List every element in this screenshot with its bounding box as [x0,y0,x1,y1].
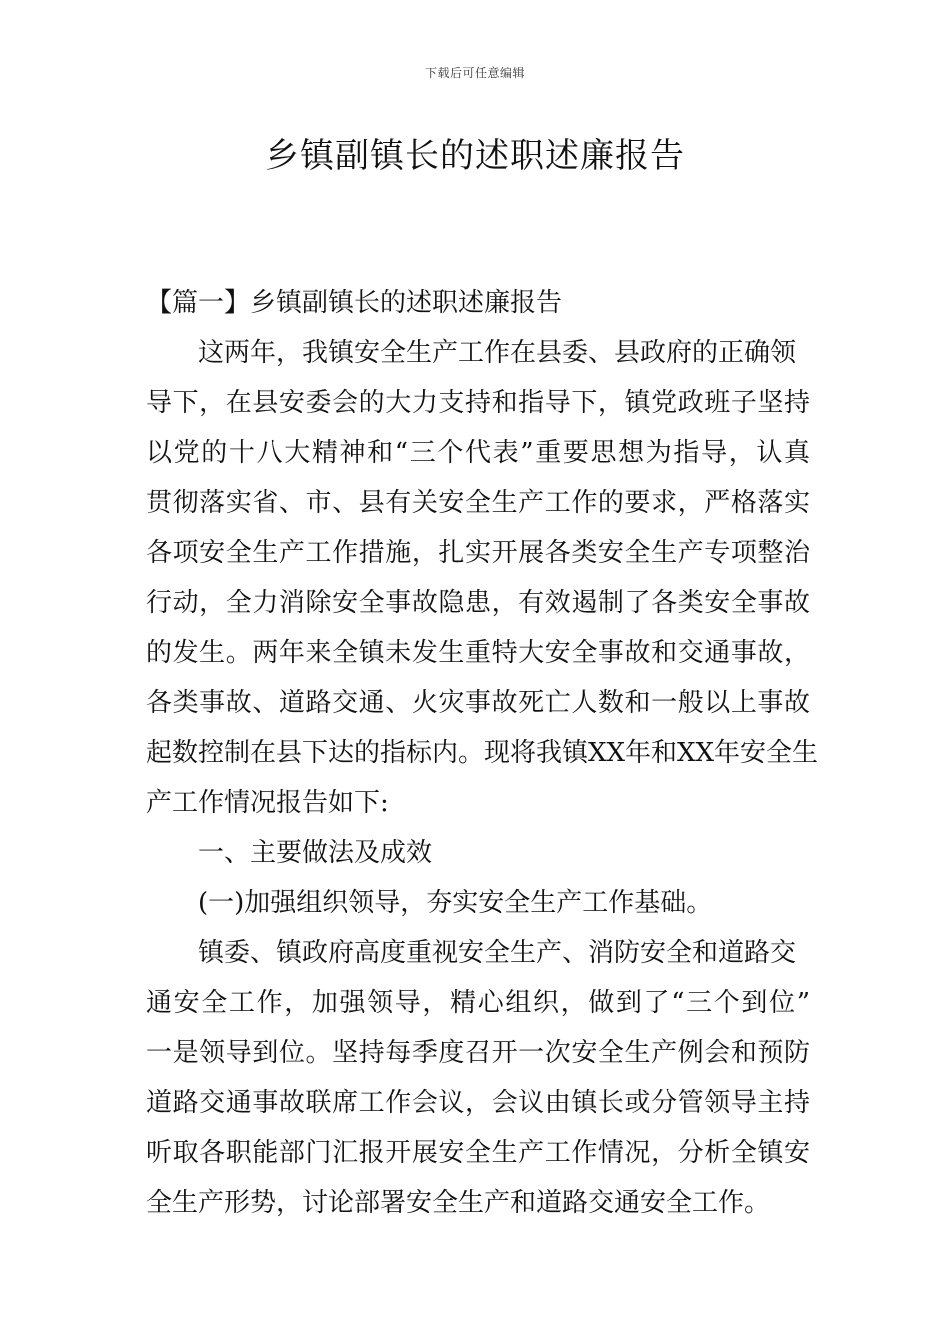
paragraph-line: 各项安全生产工作措施，扎实开展各类安全生产专项整治 [146,538,810,568]
paragraph-line: 的发生。两年来全镇未发生重特大安全事故和交通事故， [146,638,810,668]
paragraph-line: 听取各职能部门汇报开展安全生产工作情况，分析全镇安 [146,1138,810,1168]
paragraph-line: 镇委、镇政府高度重视安全生产、消防安全和道路交 [198,938,797,968]
paragraph-line: 全生产形势，讨论部署安全生产和道路交通安全工作。 [146,1188,771,1218]
paragraph-line: 以党的十八大精神和“三个代表”重要思想为指导，认真 [146,438,810,468]
paragraph-line: 导下，在县安委会的大力支持和指导下，镇党政班子坚持 [146,388,810,418]
paragraph-line: 起数控制在县下达的指标内。现将我镇XX年和XX年安全生 [146,738,819,768]
paragraph-line: 产工作情况报告如下: [146,788,389,818]
paragraph-line: 行动，全力消除安全事故隐患，有效遏制了各类安全事故 [146,588,810,618]
paragraph-line: 一是领导到位。坚持每季度召开一次安全生产例会和预防 [146,1038,810,1068]
subsection-heading: 一、主要做法及成效 [198,838,433,868]
document-title: 乡镇副镇长的述职述廉报告 [265,136,685,176]
subsection-heading: (一)加强组织领导，夯实安全生产工作基础。 [198,888,713,918]
paragraph-line: 这两年，我镇安全生产工作在县委、县政府的正确领 [198,338,797,368]
paragraph-line: 贯彻落实省、市、县有关安全生产工作的要求，严格落实 [146,488,810,518]
paragraph-line: 道路交通事故联席工作会议，会议由镇长或分管领导主持 [146,1088,810,1118]
section-heading: 【篇一】乡镇副镇长的述职述廉报告 [146,288,563,318]
document-body [146,278,819,1228]
header-note: 下载后可任意编辑 [424,66,525,80]
paragraph-line: 各类事故、道路交通、火灾事故死亡人数和一般以上事故 [146,688,810,718]
paragraph-line: 通安全工作，加强领导，精心组织，做到了“三个到位” [146,988,810,1018]
